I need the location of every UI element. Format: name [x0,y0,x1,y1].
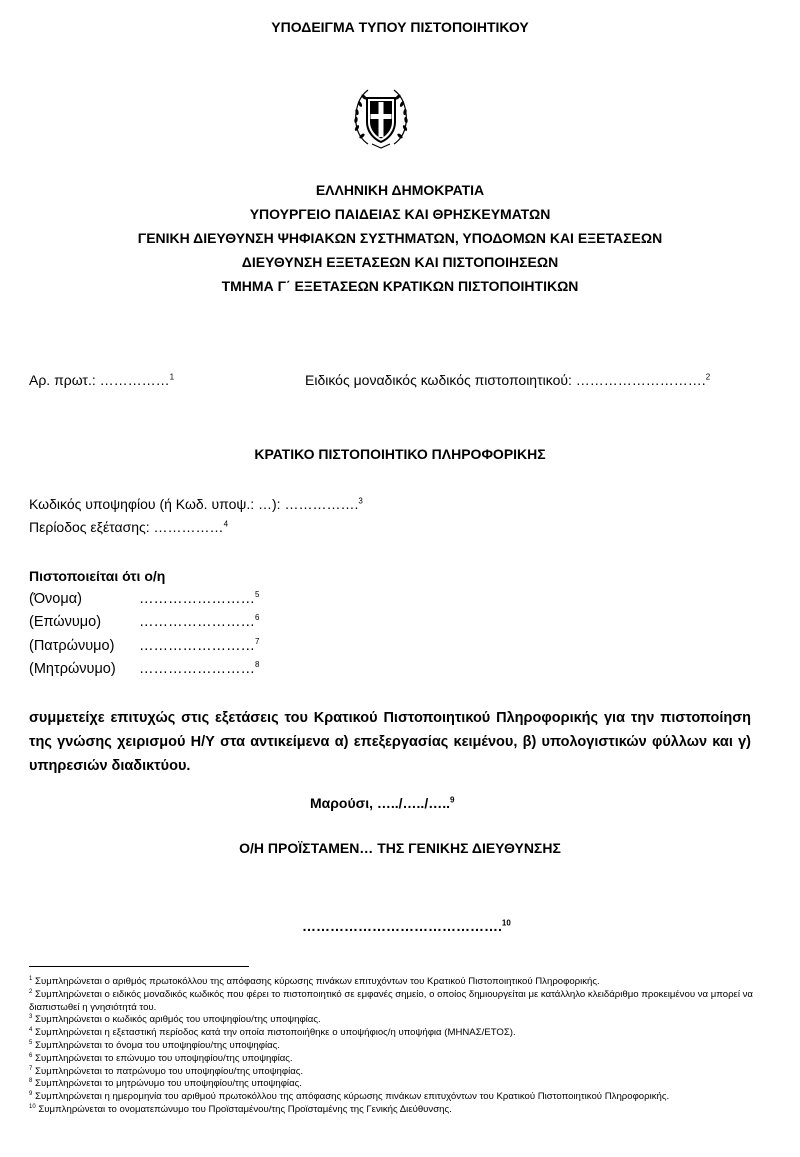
footnote-ref: 4 [223,519,229,529]
footnote-text: Συμπληρώνεται ο ειδικός μοναδικός κωδικός που φέρει το πιστοποιητικό σε εμφανές σημείο, ο οποίος δημιουργείται με κατάλληλο κλειδάριθμο προκειμένου να μπορεί να διαπιστωθεί η γνησιότητά του. [29,988,753,1013]
footnote-number: 9 [29,1090,33,1097]
signatory-title: Ο/Η ΠΡΟΪΣΤΑΜΕΝ… ΤΗΣ ΓΕΝΙΚΗΣ ΔΙΕΥΘΥΝΣΗΣ [239,840,561,856]
footnote-6 [29,1053,769,1066]
footnote-text: Συμπληρώνεται ο αριθμός πρωτοκόλλου της απόφασης κύρωσης πινάκων επιτυχόντων του Κρατικού Πιστοποιητικού Πληροφορικής. [35,976,600,987]
footnote-text: Συμπληρώνεται το πατρώνυμο του υποψηφίου/της υποψηφίας. [35,1065,304,1077]
footnote-text: Συμπληρώνεται το ονοματεπώνυμο του Προϊσταμένου/της Προϊσταμένης της Γενικής Διεύθυνσης. [38,1103,452,1115]
signature-line [302,918,511,934]
footnote-text: Συμπληρώνεται το μητρώνυμο του υποψηφίου/της υποψηφίας. [35,1078,302,1090]
footnote-10 [29,1104,769,1117]
footnote-ref: 8 [255,660,260,670]
footnote-2 [29,989,769,1015]
unique-certificate-code [305,372,710,388]
certification-paragraph: συμμετείχε επιτυχώς στις εξετάσεις του Κρατικού Πιστοποιητικού Πληροφορικής για την πιστοποίηση της γνώσης χειρισμού Η/Υ στα αντικείμενα α) επεξεργασίας κειμένου, β) υπολογιστικών φύλλων και γ) υπηρεσιών διαδικτύου. [29,710,751,774]
footnote-ref: 5 [255,590,260,600]
footnote-ref: 3 [358,496,363,506]
footnote-9 [29,1091,769,1104]
candidate-code [29,496,363,512]
place-date [310,795,454,811]
footnote-number: 2 [29,988,33,995]
signature-dots: ……………………………………. [302,918,502,934]
exam-period-label: Περίοδος εξέτασης: …………… [29,519,224,535]
footnote-number: 6 [29,1052,33,1059]
field-dots: …………………… [139,614,255,630]
footnote-text: Συμπληρώνεται το όνομα του υποψηφίου/της υποψηφίας. [35,1039,280,1051]
footnote-7 [29,1066,769,1079]
footnote-1 [29,976,769,989]
footnote-text: Συμπληρώνεται η εξεταστική περίοδος κατά την οποία πιστοποιήθηκε ο υποψήφιος/η υποψήφια (ΜΗΝΑΣ/ΕΤΟΣ). [35,1027,516,1039]
field-label: (Μητρώνυμο) [29,661,116,677]
footnote-5 [29,1040,769,1053]
field-label: (Πατρώνυμο) [29,638,115,654]
candidate-code-label: Κωδικός υποψηφίου (ή Κωδ. υποψ.: …): ……………. [29,496,359,512]
footnote-ref: 1 [169,372,175,382]
footnote-text: Συμπληρώνεται η ημερομηνία του αριθμού πρωτοκόλλου της απόφασης κύρωσης πινάκων επιτυχόντων του Κρατικού Πιστοποιητικού Πληροφορικής. [35,1091,670,1103]
field-mothers-name [29,661,259,677]
field-label: (Όνομα) [29,591,82,607]
field-dots: …………………… [139,661,255,677]
field-fathers-name [29,638,259,654]
footnote-number: 7 [29,1065,33,1072]
header-line-department: ΤΜΗΜΑ Γ΄ ΕΞΕΤΑΣΕΩΝ ΚΡΑΤΙΚΩΝ ΠΙΣΤΟΠΟΙΗΤΙΚΩΝ [221,278,579,294]
footnote-number: 1 [29,975,33,982]
certificate-title: ΚΡΑΤΙΚΟ ΠΙΣΤΟΠΟΙΗΤΙΚΟ ΠΛΗΡΟΦΟΡΙΚΗΣ [254,446,546,462]
footnotes [29,976,769,1117]
field-dots: …………………… [139,591,255,607]
footnote-number: 8 [29,1078,33,1085]
document-title: ΥΠΟΔΕΙΓΜΑ ΤΥΠΟΥ ΠΙΣΤΟΠΟΙΗΤΙΚΟΥ [271,19,529,35]
header-line-directorate: ΔΙΕΥΘΥΝΣΗ ΕΞΕΤΑΣΕΩΝ ΚΑΙ ΠΙΣΤΟΠΟΙΗΣΕΩΝ [241,254,559,270]
header-line-republic: ΕΛΛΗΝΙΚΗ ΔΗΜΟΚΡΑΤΙΑ [315,182,485,198]
footnote-ref: 10 [501,918,511,928]
field-first-name [29,591,259,607]
header-line-ministry: ΥΠΟΥΡΓΕΙΟ ΠΑΙΔΕΙΑΣ ΚΑΙ ΘΡΗΣΚΕΥΜΑΤΩΝ [249,206,551,222]
footnote-ref: 6 [255,613,260,623]
footnote-number: 10 [29,1103,36,1110]
footnote-separator [29,966,249,967]
footnote-text: Συμπληρώνεται το επώνυμο του υποψηφίου/της υποψηφίας. [35,1052,293,1064]
coat-of-arms-emblem [350,84,412,150]
field-last-name [29,614,259,630]
footnote-ref: 2 [705,372,711,382]
field-dots: …………………… [139,638,255,654]
footnote-3 [29,1014,769,1027]
footnote-4 [29,1027,769,1040]
footnote-number: 4 [29,1027,33,1033]
header-line-general-directorate: ΓΕΝΙΚΗ ΔΙΕΥΘΥΝΣΗ ΨΗΦΙΑΚΩΝ ΣΥΣΤΗΜΑΤΩΝ, ΥΠΟΔΟΜΩΝ ΚΑΙ ΕΞΕΤΑΣΕΩΝ [137,230,663,246]
footnote-ref: 7 [255,637,260,647]
authority-header [0,178,800,298]
footnote-number: 3 [29,1014,33,1021]
certifies-heading: Πιστοποιείται ότι ο/η [29,568,166,584]
footnote-number: 5 [29,1039,33,1046]
unique-code-label: Ειδικός μοναδικός κωδικός πιστοποιητικού: ………………………. [305,372,706,388]
protocol-number-label: Αρ. πρωτ.: …………… [29,372,170,388]
field-label: (Επώνυμο) [29,614,102,630]
place-date-label: Μαρούσι, …../…../….. [310,795,450,811]
footnote-8 [29,1078,769,1091]
protocol-number [29,372,174,388]
footnote-ref: 9 [450,795,455,805]
footnote-text: Συμπληρώνεται ο κωδικός αριθμός του υποψηφίου/της υποψηφίας. [35,1014,321,1026]
exam-period [29,519,228,535]
